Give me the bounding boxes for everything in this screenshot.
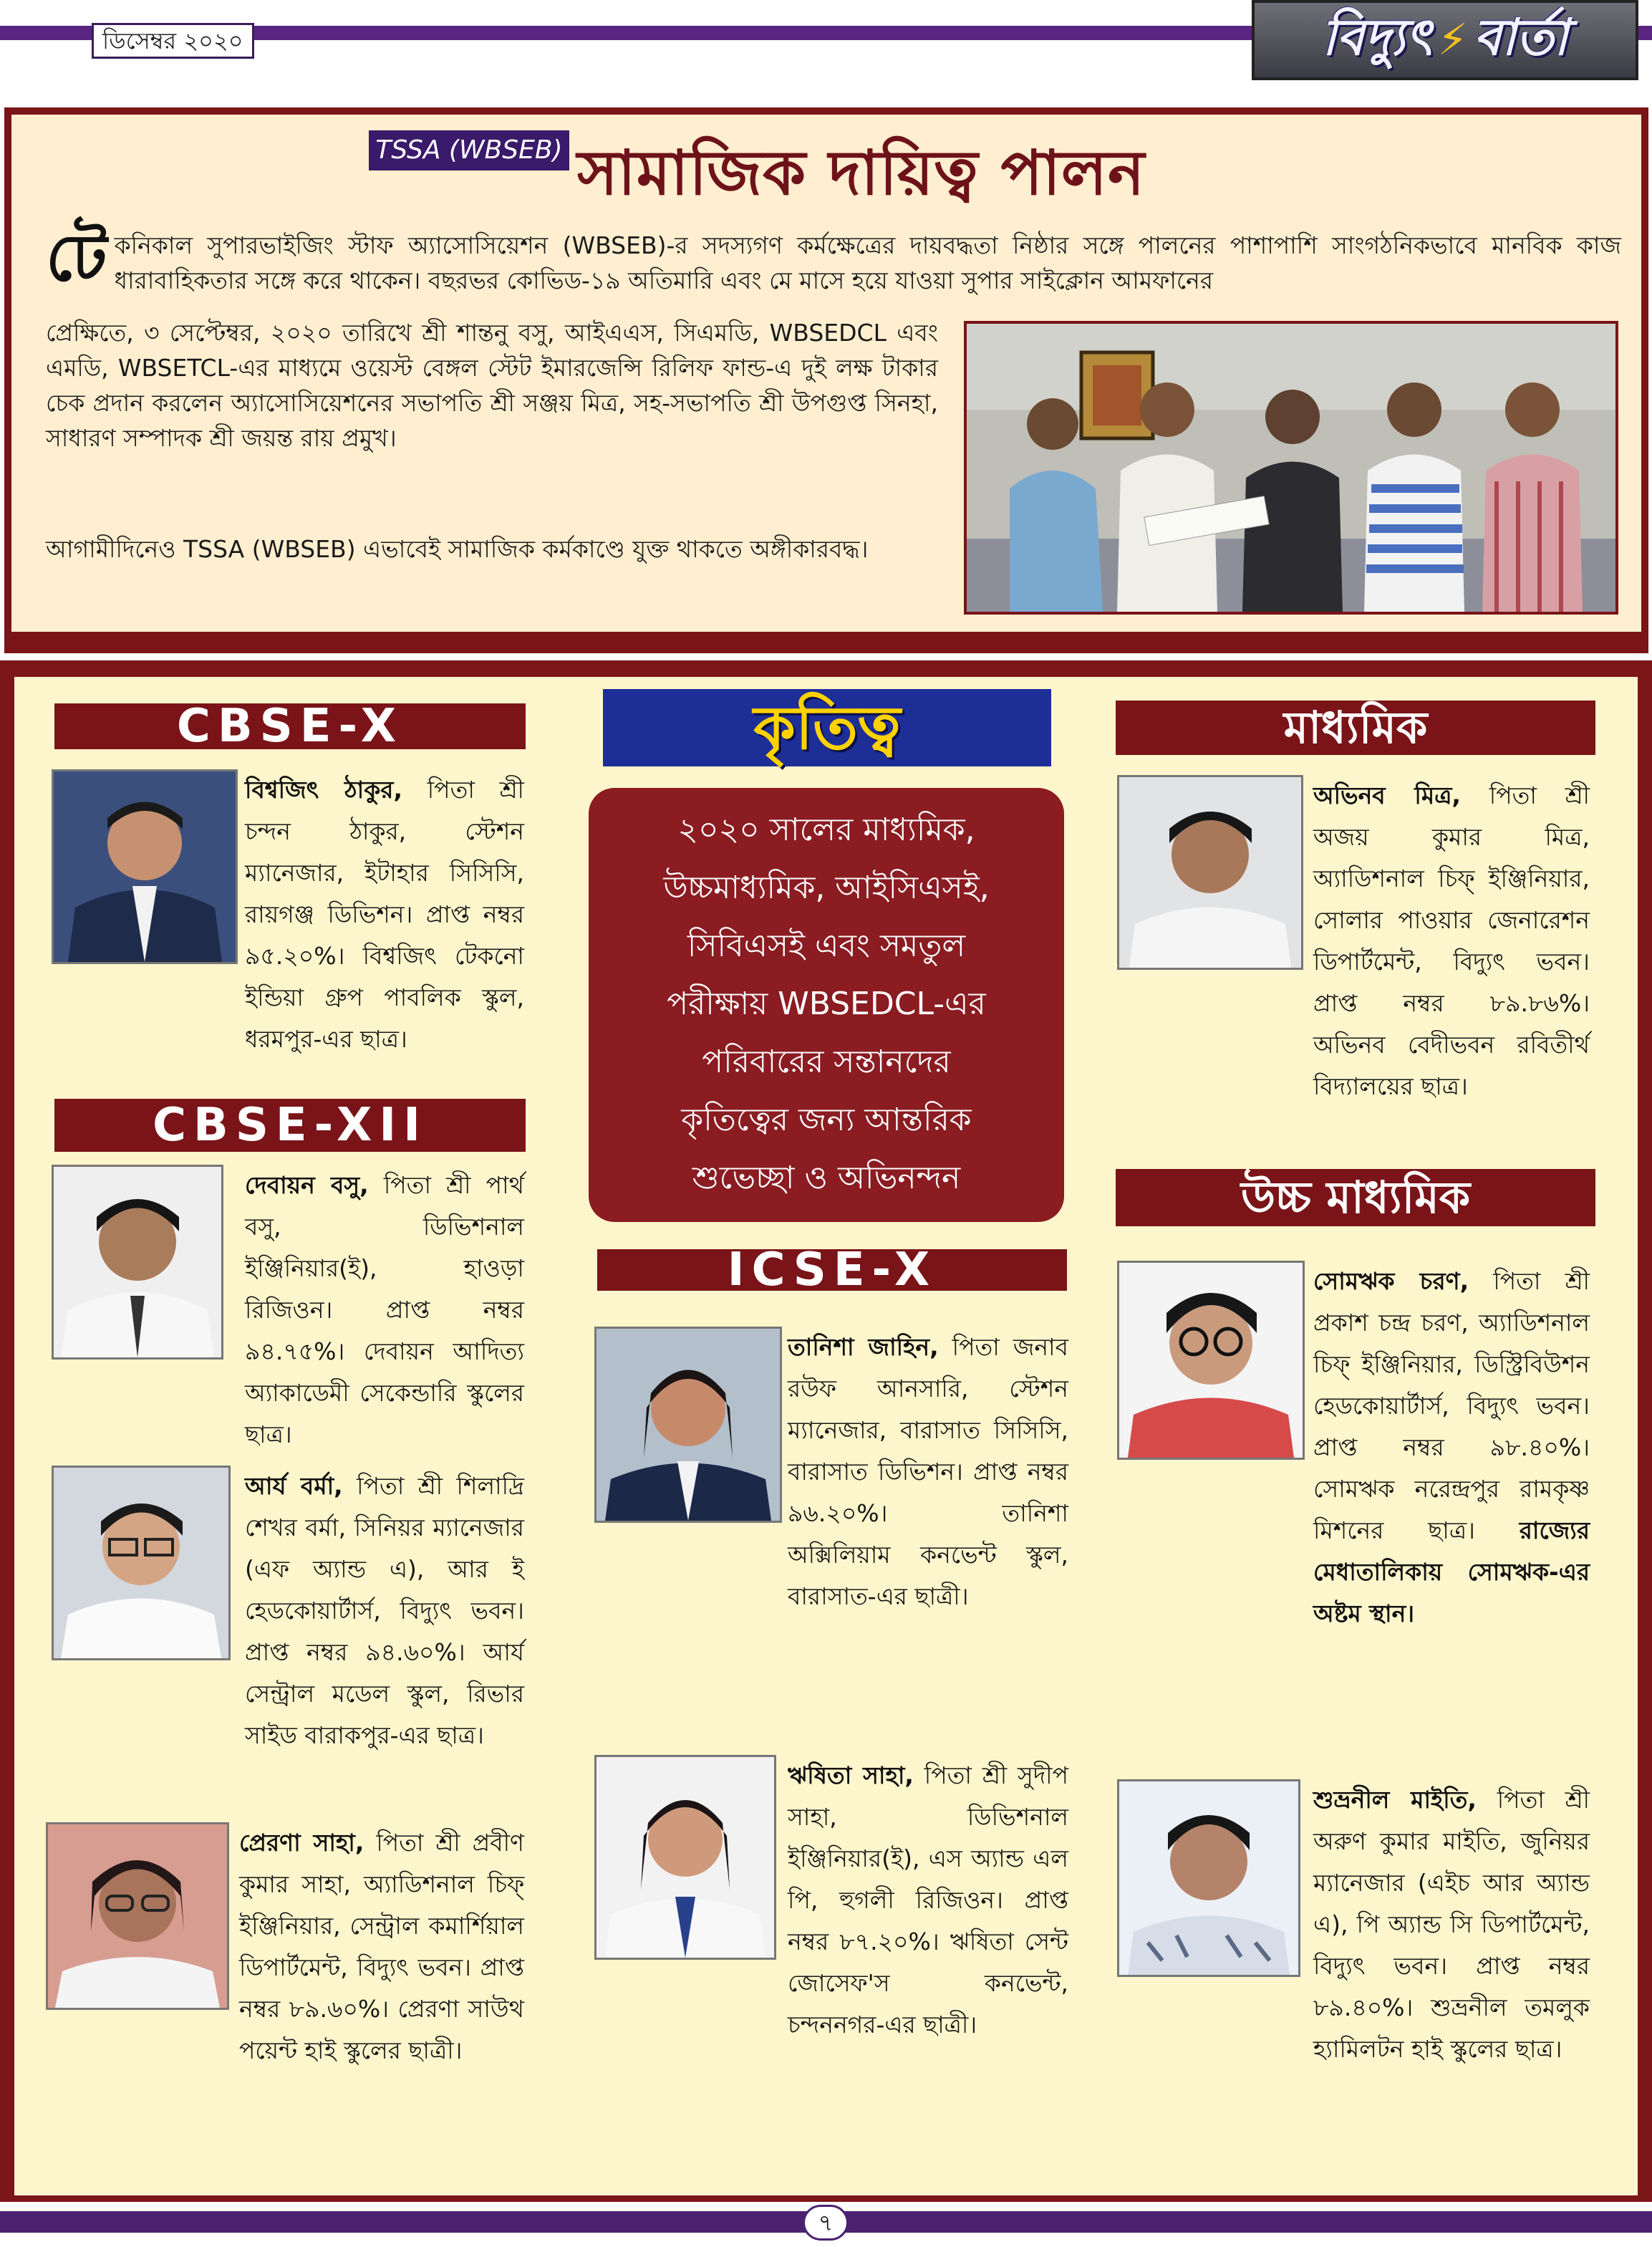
portrait-abhinab [1119, 777, 1301, 968]
entry-somrishak [1313, 1261, 1590, 1635]
issue-date: ডিসেম্বর ২০২০ [92, 23, 254, 59]
achievements-title-text: কৃতিত্ব [753, 693, 901, 763]
logo-word-2: বার্তা [1473, 7, 1568, 67]
portrait-biswajit [54, 771, 236, 962]
portrait-rishita [596, 1757, 774, 1958]
photo-rishita [594, 1755, 776, 1960]
rank-highlight-somrishak: রাজ্যের মেধাতালিকায় সোমঋক-এর অষ্টম স্থান। [1313, 1516, 1590, 1627]
congrats-line: ২০২০ সালের মাধ্যমিক, [677, 812, 975, 848]
text-tanisha: পিতা জনাব রউফ আনসারি, স্টেশন ম্যানেজার, বারাসাত সিসিসি, বারাসাত ডিভিশন। প্রাপ্ত নম্বর ৯৬.২০%। তানিশা অক্সিলিয়াম কনভেন্ট স্কুল, বারাসাত-এর ছাত্রী। [788, 1333, 1068, 1610]
portrait-tanisha [596, 1329, 780, 1521]
entry-arya [245, 1466, 524, 1756]
portrait-prerana [48, 1824, 227, 2008]
entry-prerana [239, 1822, 524, 2072]
text-rishita: পিতা শ্রী সুদীপ সাহা, ডিভিশনাল ইঞ্জিনিয়ার(ই), এস অ্যান্ড এল পি, হুগলী রিজিওন। প্রাপ্ত নম্বর ৮৭.২০%। ঋষিতা সেন্ট জোসেফ'স কনভেন্ট, চন্দননগর-এর ছাত্রী। [788, 1761, 1068, 2039]
header-icse-x: ICSE-X [597, 1249, 1067, 1291]
entry-rishita [788, 1755, 1068, 2046]
entry-abhinab [1313, 775, 1590, 1107]
name-somrishak: সোমঋক চরণ, [1313, 1267, 1469, 1295]
photo-biswajit [52, 769, 238, 964]
congrats-line: শুভেচ্ছা ও অভিনন্দন [692, 1160, 961, 1196]
congrats-line: উচ্চমাধ্যমিক, আইসিএসই, [663, 870, 990, 906]
photo-arya [52, 1466, 231, 1660]
header-cbse-x: CBSE-X [54, 703, 526, 749]
header-cbse-xii: CBSE-XII [54, 1099, 526, 1152]
congratulations-box [589, 788, 1064, 1222]
entry-shubhranil [1313, 1779, 1590, 2070]
photo-debayan [52, 1165, 223, 1360]
name-rishita: ঋষিতা সাহা, [788, 1761, 914, 1789]
entry-debayan [245, 1165, 524, 1456]
text-arya: পিতা শ্রী শিলাদ্রি শেখর বর্মা, সিনিয়র ম্যানেজার (এফ অ্যান্ড এ), আর ই হেডকোয়ার্টার্স, বিদ্যুৎ ভবন। প্রাপ্ত নম্বর ৯৪.৬০%। আর্য সেন্ট্রাল মডেল স্কুল, রিভার সাইড বারাকপুর-এর ছাত্র। [245, 1472, 524, 1749]
name-abhinab: অভিনব মিত্র, [1313, 781, 1461, 809]
portrait-somrishak [1119, 1263, 1303, 1458]
logo-word-1: বিদ্যুৎ [1322, 7, 1432, 67]
text-shubhranil: পিতা শ্রী অরুণ কুমার মাইতি, জুনিয়র ম্যানেজার (এইচ আর অ্যান্ড এ), পি অ্যান্ড সি ডিপার্টমেন্ট, বিদ্যুৎ ভবন। প্রাপ্ত নম্বর ৮৯.৪০%। শুভ্রনীল তমলুক হ্যামিলটন হাই স্কুলের ছাত্র। [1313, 1786, 1590, 2063]
article-paragraph-1b: প্রেক্ষিতে, ৩ সেপ্টেম্বর, ২০২০ তারিখে শ্রী শান্তনু বসু, আইএএস, সিএমডি, WBSEDCL এবং এমডি, WBSETCL-এর মাধ্যমে ওয়েস্ট বেঙ্গল স্টেট ইমারজেন্সি রিলিফ ফান্ড-এ দুই লক্ষ টাকার চেক প্রদান করলেন অ্যাসোসিয়েশনের সভাপতি শ্রী সঞ্জয় মিত্র, সহ-সভাপতি শ্রী উপগুপ্ত সিনহা, সাধারণ সম্পাদক শ্রী জয়ন্ত রায় প্রমুখ। [46, 319, 938, 452]
name-debayan: দেবায়ন বসু, [245, 1171, 369, 1199]
portrait-debayan [54, 1167, 221, 1357]
drop-cap: টে [46, 221, 107, 296]
name-prerana: প্রেরণা সাহা, [239, 1829, 364, 1857]
article-text-1a: কনিকাল সুপারভাইজিং স্টাফ অ্যাসোসিয়েশন (WBSEB)-র সদস্যগণ কর্মক্ষেত্রের দায়বদ্ধতা নিষ্ঠার সঙ্গে পালনের পাশাপাশি সাংগঠনিকভাবে মানবিক কাজ ধারাবাহিকতার সঙ্গে করে থাকেন। বছরভর কোভিড-১৯ অতিমারি এবং মে মাসে হয়ে যাওয়া সুপার সাইক্লোন আমফানের [114, 231, 1621, 294]
photo-shubhranil [1117, 1779, 1300, 1977]
congrats-line: পরিবারের সন্তানদের [702, 1044, 951, 1080]
name-tanisha: তানিশা জাহিন, [788, 1333, 939, 1361]
text-somrishak: পিতা শ্রী প্রকাশ চন্দ্র চরণ, অ্যাডিশনাল চিফ্ ইঞ্জিনিয়ার, ডিস্ট্রিবিউশন হেডকোয়ার্টার্স, বিদ্যুৎ ভবন। প্রাপ্ত নম্বর ৯৮.৪০%। সোমঋক নরেন্দ্রপুর রামকৃষ্ণ মিশনের ছাত্র। [1313, 1267, 1590, 1544]
photo-somrishak [1117, 1261, 1305, 1460]
name-arya: আর্য বর্মা, [245, 1472, 343, 1500]
portrait-shubhranil [1119, 1781, 1298, 1975]
achievements-title [603, 689, 1051, 766]
congrats-line: কৃতিত্বের জন্য আন্তরিক [681, 1102, 972, 1138]
page-number: ৭ [803, 2205, 849, 2241]
photo-prerana [46, 1822, 229, 2010]
cheque-handover-illustration [967, 324, 1615, 612]
text-abhinab: পিতা শ্রী অজয় কুমার মিত্র, অ্যাডিশনাল চিফ্ ইঞ্জিনিয়ার, সোলার পাওয়ার জেনারেশন ডিপার্টমেন্ট, বিদ্যুৎ ভবন। প্রাপ্ত নম্বর ৮৯.৮৬%। অভিনব বেদীভবন রবিতীর্থ বিদ্যালয়ের ছাত্র। [1313, 781, 1590, 1100]
header-ucchamadhyamik: উচ্চ মাধ্যমিক [1116, 1169, 1595, 1226]
portrait-arya [54, 1468, 228, 1658]
tssa-tag: TSSA (WBSEB) [369, 130, 569, 170]
congrats-line: পরীক্ষায় WBSEDCL-এর [667, 986, 986, 1022]
text-biswajit: পিতা শ্রী চন্দন ঠাকুর, স্টেশন ম্যানেজার, ইটাহার সিসিসি, রায়গঞ্জ ডিভিশন। প্রাপ্ত নম্বর ৯৫.২০%। বিশ্বজিৎ টেকনো ইন্ডিয়া গ্রুপ পাবলিক স্কুল, ধরমপুর-এর ছাত্র। [245, 776, 524, 1053]
lightning-icon: ⚡ [1437, 15, 1468, 65]
photo-abhinab [1117, 775, 1303, 970]
text-debayan: পিতা শ্রী পার্থ বসু, ডিভিশনাল ইঞ্জিনিয়ার(ই), হাওড়া রিজিওন। প্রাপ্ত নম্বর ৯৪.৭৫%। দেবায়ন আদিত্য অ্যাকাডেমী সেকেন্ডারি স্কুলের ছাত্র। [245, 1171, 525, 1448]
entry-biswajit [245, 769, 524, 1060]
article-title: সামাজিক দায়িত্ব পালন [577, 138, 1146, 209]
article-paragraph-2: আগামীদিনেও TSSA (WBSEB) এভাবেই সামাজিক কর্মকাণ্ডে যুক্ত থাকতে অঙ্গীকারবদ্ধ। [46, 535, 869, 563]
name-biswajit: বিশ্বজিৎ ঠাকুর, [245, 776, 402, 804]
header-madhyamik: মাধ্যমিক [1116, 701, 1595, 755]
photo-tanisha [594, 1327, 782, 1523]
text-prerana: পিতা শ্রী প্রবীণ কুমার সাহা, অ্যাডিশনাল চিফ্ ইঞ্জিনিয়ার, সেন্ট্রাল কমার্শিয়াল ডিপার্টমেন্ট, বিদ্যুৎ ভবন। প্রাপ্ত নম্বর ৮৯.৬০%। প্রেরণা সাউথ পয়েন্ট হাই স্কুলের ছাত্রী। [239, 1829, 524, 2064]
masthead-logo [1252, 0, 1638, 80]
name-shubhranil: শুভ্রনীল মাইতি, [1313, 1786, 1477, 1814]
congrats-line: সিবিএসই এবং সমতুল [687, 928, 966, 964]
entry-tanisha [788, 1327, 1068, 1617]
cheque-handover-photo [964, 321, 1618, 615]
